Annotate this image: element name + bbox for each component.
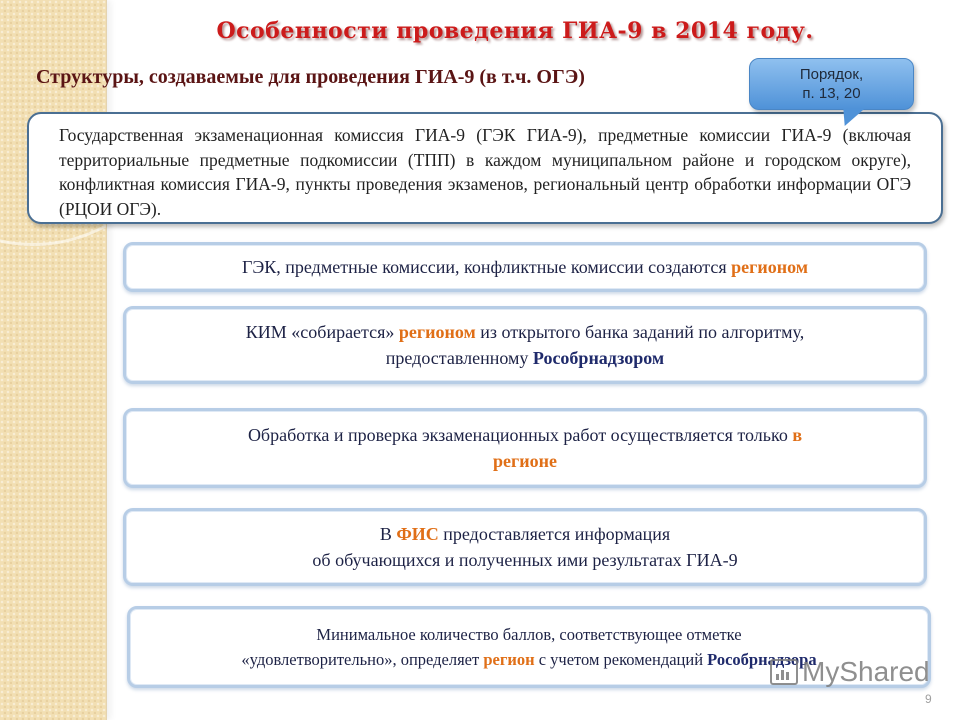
card-gek-commissions xyxy=(123,242,927,292)
card-text-highlight: ФИС xyxy=(396,524,439,544)
card-text-highlight-navy: Рособрнадзором xyxy=(532,348,665,368)
callout-line-2: п. 13, 20 xyxy=(802,85,861,102)
watermark-text: MyShared xyxy=(802,656,930,687)
card-text-line-1 xyxy=(380,521,670,547)
card-text-plain: В xyxy=(379,524,397,544)
page-number: 9 xyxy=(925,692,932,706)
card-text-line-2 xyxy=(493,448,557,474)
card-text-line-2 xyxy=(241,647,816,672)
card-text-highlight: регион xyxy=(483,650,535,669)
card-text-line-2 xyxy=(386,345,664,371)
card-text-highlight-navy: Рособрнадзора xyxy=(707,650,817,669)
card-text-line-1 xyxy=(246,319,804,345)
card-text-highlight: регионом xyxy=(398,322,476,342)
card-exam-processing xyxy=(123,408,927,488)
card-text-plain: КИМ «собирается» xyxy=(245,322,399,342)
myshared-watermark xyxy=(770,656,930,688)
card-text-plain: ГЭК, предметные комиссии, конфликтные комиссии создаются xyxy=(241,257,732,277)
card-text-plain: предоставленному xyxy=(385,348,533,368)
card-text-line-2: об обучающихся и полученных ими результатах ГИА-9 xyxy=(312,550,738,570)
card-kim-assembly xyxy=(123,306,927,384)
card-text-plain: с учетом рекомендаций xyxy=(534,650,708,669)
callout-line-1: Порядок, xyxy=(799,66,864,83)
card-text xyxy=(242,254,808,280)
card-fis-information xyxy=(123,508,927,586)
card-text-highlight: регионом xyxy=(731,257,809,277)
card-text-plain: «удовлетворительно», определяет xyxy=(241,650,484,669)
card-text-plain: Обработка и проверка экзаменационных работ осуществляется только xyxy=(247,425,793,445)
card-text-line-1: Минимальное количество баллов, соответствующее отметке xyxy=(316,625,742,644)
card-text-highlight: регионе xyxy=(493,451,557,471)
reference-callout xyxy=(749,58,914,110)
card-text-highlight: в xyxy=(792,425,803,445)
card-text-plain: предоставляется информация xyxy=(438,524,671,544)
presentation-chart-icon xyxy=(770,659,798,685)
card-text-line-1 xyxy=(248,422,802,448)
slide-title: Особенности проведения ГИА-9 в 2014 году. xyxy=(216,18,814,44)
slide-subtitle: Структуры, создаваемые для проведения ГИА-9 (в т.ч. ОГЭ) xyxy=(36,66,585,88)
card-text-plain: из открытого банка заданий по алгоритму, xyxy=(475,322,805,342)
structures-description-box: Государственная экзаменационная комиссия ГИА-9 (ГЭК ГИА-9), предметные комиссии ГИА-9 (включая территориальные предметные подкомиссии (ТПП) в каждом муниципальном районе и городском округе), конфликтная комиссия ГИА-9, пункты проведения экзаменов, региональный центр обработки информации ОГЭ (РЦОИ ОГЭ). xyxy=(27,112,943,224)
